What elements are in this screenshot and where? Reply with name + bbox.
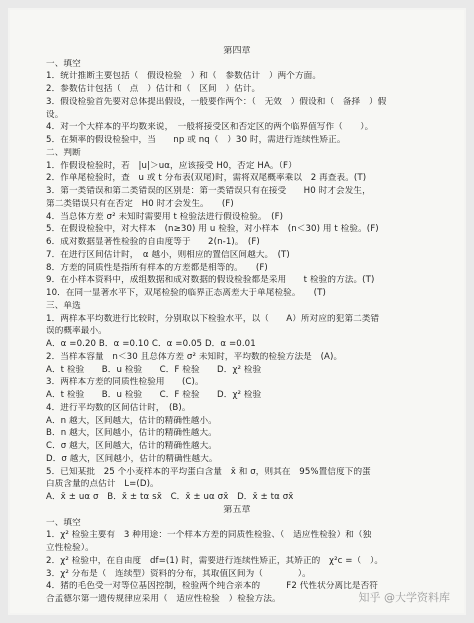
text-line: 8．方差的同质性是指所有样本的方差都是相等的。 (F): [46, 262, 268, 273]
text-line: A．t 检验 B．u 检验 C．F 检验 D．χ² 检验: [46, 390, 262, 401]
text-line: 误的概率最小。: [46, 326, 107, 337]
text-line: B．n 越大，区间越小，估计的精确性越大。: [46, 428, 217, 439]
text-line: 4．当总体方差 σ² 未知时需要用 t 检验法进行假设检验。 (F): [46, 211, 284, 222]
text-line: A．n 越大，区间越大，估计的精确性越小。: [46, 415, 217, 426]
text-line: 5．在频率的假设检验中，当 np 或 nq（ ）30 时，需进行连续性矫正。: [46, 135, 346, 146]
text-line: 立性检验）。: [46, 543, 94, 554]
text-line: 4．猪的毛色受一对等位基因控制，检验两个纯合亲本的 F2 代性状分离比是否符: [46, 581, 378, 592]
text-line: 6．成对数据显著性检验的自由度等于 2(n-1)。 (F): [46, 237, 260, 248]
text-line: 3．χ² 分布是（ 连续型）资料的分布，其取值区间为（ ）。: [46, 568, 311, 579]
text-line: C．σ 越大，区间越大，估计的精确性越大。: [46, 441, 217, 452]
text-line: 白质含量的点估计 L=(D)。: [46, 479, 159, 490]
text-line: 1．统计推断主要包括（ 假设检验 ）和（ 参数估计 ）两个方面。: [46, 71, 322, 82]
text-line: 第二类错误只有在否定 H0 时才会发生。 (F): [46, 198, 234, 209]
text-line: A．t 检验 B．u 检验 C．F 检验 D．χ² 检验: [46, 364, 262, 375]
text-line: 4．进行平均数的区间估计时， (B)。: [46, 402, 191, 413]
document-page: [10, 10, 464, 613]
text-line: A．x̄ ± uα σ B．x̄ ± tα sx̄ C．x̄ ± uα σx̄ D．x̄ ± tα σx̄: [46, 492, 294, 503]
text-line: 1．χ² 检验主要有 3 种用途：一个样本方差的同质性检验、（ 适应性检验）和（独: [46, 530, 372, 541]
text-line: 2．作单尾检验时，查 u 或 t 分布表(双尾)时，需将双尾概率乘以 2 再查表。(T): [46, 173, 367, 184]
text-line: 4．对一个大样本的平均数来说， 一般将接受区和否定区的两个临界值写作（ ）。: [46, 122, 374, 133]
text-line: 9．在小样本资料中，成组数据和成对数据的假设检验都是采用 t 检验的方法。(T): [46, 275, 375, 286]
text-line: 2．参数估计包括（ 点 ）估计和（ 区间 ）估计。: [46, 84, 261, 95]
text-line: 2．χ² 检验中，在自由度 df=(1) 时，需要进行连续性矫正，其矫正的 χ²c =（ ）。: [46, 555, 384, 566]
text-line: 3．假设检验首先要对总体提出假设，一般要作两个：（ 无效 ）假设和（ 备择 ）假: [46, 96, 387, 107]
watermark: 知乎 @大学资料库: [358, 591, 450, 604]
text-line: 7．在进行区间估计时， α 越小，则相应的置信区间越大。 (T): [46, 249, 290, 260]
text-line: 3．第一类错误和第二类错误的区别是：第一类错误只有在接受 H0 时才会发生，: [46, 186, 371, 197]
text-line: 第四章: [223, 46, 251, 56]
text-line: 10．在同一显著水平下，双尾检验的临界正态离差大于单尾检验。 (T): [46, 288, 326, 299]
text-line: 5．在假设检验中，对大样本 (n≥30) 用 u 检验，对小样本 (n＜30) 用 t 检验。(F): [46, 224, 379, 235]
text-line: 1．作假设检验时，若 |u|＞uα，应该接受 H0，否定 HA。（F）: [46, 160, 297, 171]
text-line: 一、填空: [46, 58, 81, 69]
text-line: 三、单选: [46, 300, 81, 311]
text-line: 二、判断: [46, 147, 81, 158]
text-line: A．α =0.20 B．α =0.10 C．α =0.05 D．α =0.01: [46, 339, 256, 350]
text-line: 合孟德尔第一遗传规律应采用（ 适应性检验 ）检验方法。: [46, 594, 281, 604]
text-line: D．σ 越大，区间越小，估计的精确性越大。: [46, 453, 218, 464]
text-line: 3．两样本方差的同质性检验用 (C)。: [46, 377, 204, 388]
text-line: 2．当样本容量 n＜30 且总体方差 σ² 未知时，平均数的检验方法是 (A)。: [46, 351, 343, 362]
text-line: 一、填空: [46, 517, 81, 528]
text-line: 5．已知某批 25 个小麦样本的平均蛋白含量 x̄ 和 σ，则其在 95%置信度下的蛋: [46, 466, 371, 477]
text-line: 第五章: [223, 504, 251, 515]
text-line: 1．两样本平均数进行比较时，分别取以下检验水平，以（ A）所对应的犯第二类错: [46, 313, 380, 324]
text-line: 设。: [46, 109, 64, 120]
